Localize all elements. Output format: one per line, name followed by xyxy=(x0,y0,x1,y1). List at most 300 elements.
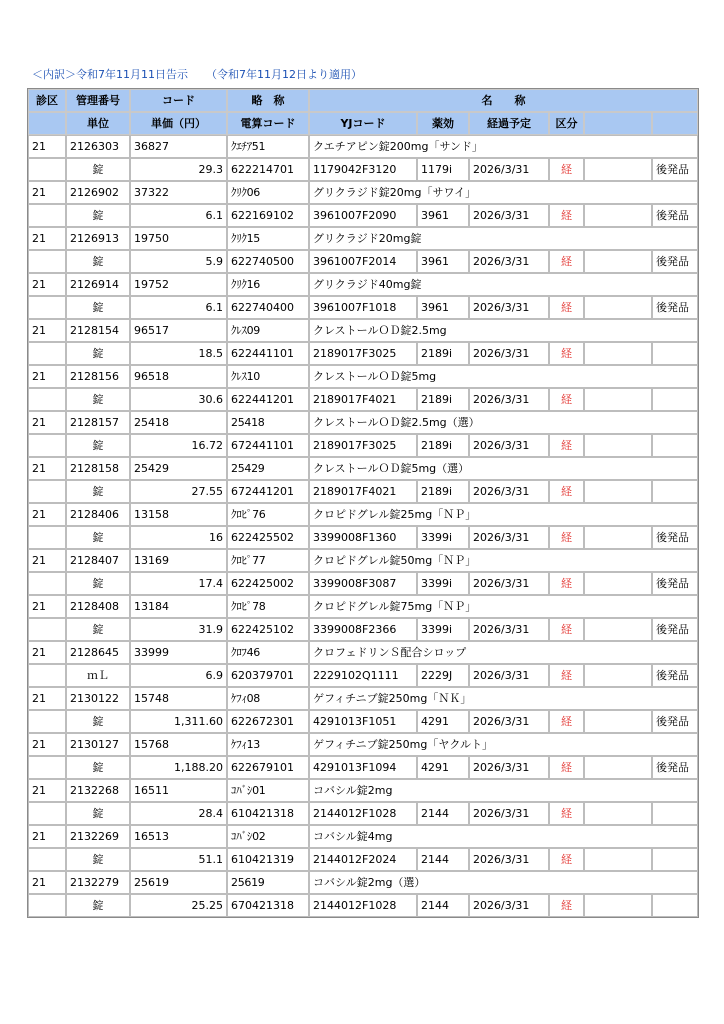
table-row xyxy=(28,457,698,480)
yj-code-cell: 3961007F2014 xyxy=(309,250,417,273)
drug-name-cell: ゲフィチニブ錠250mg「ヤクルト」 xyxy=(309,733,698,756)
header-keika: 経過予定 xyxy=(469,112,549,135)
unit-cell: 錠 xyxy=(66,480,130,503)
kubun-cell: 経 xyxy=(549,388,584,411)
price-cell: 29.3 xyxy=(130,158,227,181)
shinku-cell: 21 xyxy=(28,549,66,572)
yakko-cell: 2144 xyxy=(417,802,469,825)
drug-name-cell: コバシル錠2mg（選） xyxy=(309,871,698,894)
yj-code-cell: 2189017F4021 xyxy=(309,480,417,503)
yj-code-cell: 2229102Q1111 xyxy=(309,664,417,687)
yakko-cell: 3399i xyxy=(417,526,469,549)
kubun-cell: 経 xyxy=(549,894,584,917)
blank-cell xyxy=(584,434,652,457)
header-kanri: 管理番号 xyxy=(66,89,130,112)
code-cell: 96517 xyxy=(130,319,227,342)
generic-flag-cell xyxy=(652,894,698,917)
drug-name-cell: クロピドグレル錠75mg「ＮＰ」 xyxy=(309,595,698,618)
yj-code-cell: 2144012F1028 xyxy=(309,802,417,825)
keika-date-cell: 2026/3/31 xyxy=(469,480,549,503)
short-name-cell: ｸﾛﾋﾟ78 xyxy=(227,595,309,618)
keika-date-cell: 2026/3/31 xyxy=(469,204,549,227)
keika-date-cell: 2026/3/31 xyxy=(469,756,549,779)
yakko-cell: 3399i xyxy=(417,618,469,641)
shinku-cell: 21 xyxy=(28,871,66,894)
unit-cell: 錠 xyxy=(66,434,130,457)
kanri-number-cell: 2132279 xyxy=(66,871,130,894)
code-cell: 16513 xyxy=(130,825,227,848)
code-cell: 25619 xyxy=(130,871,227,894)
drug-name-cell: グリクラジド40mg錠 xyxy=(309,273,698,296)
yj-code-cell: 4291013F1094 xyxy=(309,756,417,779)
table-row xyxy=(28,434,698,457)
blank-cell xyxy=(28,388,66,411)
generic-flag-cell: 後発品 xyxy=(652,664,698,687)
header-yj: YJコード xyxy=(309,112,417,135)
blank-cell xyxy=(584,526,652,549)
blank-cell xyxy=(28,802,66,825)
table-row xyxy=(28,595,698,618)
keika-date-cell: 2026/3/31 xyxy=(469,342,549,365)
blank-cell xyxy=(584,802,652,825)
yakko-cell: 2189i xyxy=(417,434,469,457)
unit-cell: 錠 xyxy=(66,802,130,825)
yakko-cell: 4291 xyxy=(417,756,469,779)
kanri-number-cell: 2126913 xyxy=(66,227,130,250)
header-row-1 xyxy=(28,89,698,112)
keika-date-cell: 2026/3/31 xyxy=(469,802,549,825)
yakko-cell: 2189i xyxy=(417,342,469,365)
kubun-cell: 経 xyxy=(549,756,584,779)
kanri-number-cell: 2128408 xyxy=(66,595,130,618)
yakko-cell: 3961 xyxy=(417,250,469,273)
generic-flag-cell: 後発品 xyxy=(652,296,698,319)
short-name-cell: 25619 xyxy=(227,871,309,894)
kubun-cell: 経 xyxy=(549,434,584,457)
document-title xyxy=(32,66,362,82)
table-row xyxy=(28,480,698,503)
shinku-cell: 21 xyxy=(28,825,66,848)
generic-flag-cell xyxy=(652,342,698,365)
short-name-cell: ｸﾛﾋﾟ76 xyxy=(227,503,309,526)
code-cell: 25429 xyxy=(130,457,227,480)
unit-cell: 錠 xyxy=(66,388,130,411)
price-cell: 27.55 xyxy=(130,480,227,503)
code-cell: 33999 xyxy=(130,641,227,664)
table-row xyxy=(28,802,698,825)
table-row xyxy=(28,894,698,917)
blank-cell xyxy=(584,894,652,917)
short-name-cell: ｸﾚｽ09 xyxy=(227,319,309,342)
keika-date-cell: 2026/3/31 xyxy=(469,526,549,549)
blank-cell xyxy=(28,618,66,641)
yj-code-cell: 3961007F2090 xyxy=(309,204,417,227)
short-name-cell: ｸｴﾁｱ51 xyxy=(227,135,309,158)
keika-date-cell: 2026/3/31 xyxy=(469,296,549,319)
drug-name-cell: クレストールＯＤ錠2.5mg（選） xyxy=(309,411,698,434)
generic-flag-cell xyxy=(652,480,698,503)
yj-code-cell: 2189017F4021 xyxy=(309,388,417,411)
header-price: 単価（円） xyxy=(130,112,227,135)
densan-code-cell: 670421318 xyxy=(227,894,309,917)
price-cell: 16 xyxy=(130,526,227,549)
shinku-cell: 21 xyxy=(28,227,66,250)
kubun-cell: 経 xyxy=(549,204,584,227)
densan-code-cell: 622214701 xyxy=(227,158,309,181)
keika-date-cell: 2026/3/31 xyxy=(469,664,549,687)
keika-date-cell: 2026/3/31 xyxy=(469,894,549,917)
notice-title: ＜内訳＞令和7年11月11日告示 xyxy=(32,68,188,81)
unit-cell: 錠 xyxy=(66,572,130,595)
price-cell: 16.72 xyxy=(130,434,227,457)
drug-name-cell: コバシル錠2mg xyxy=(309,779,698,802)
short-name-cell: ｸﾘｸ15 xyxy=(227,227,309,250)
blank-cell xyxy=(584,388,652,411)
table-row xyxy=(28,296,698,319)
densan-code-cell: 672441201 xyxy=(227,480,309,503)
table-row xyxy=(28,503,698,526)
yakko-cell: 3961 xyxy=(417,204,469,227)
unit-cell: 錠 xyxy=(66,526,130,549)
header-ryaku: 略 称 xyxy=(227,89,309,112)
shinku-cell: 21 xyxy=(28,595,66,618)
densan-code-cell: 622740400 xyxy=(227,296,309,319)
price-cell: 6.1 xyxy=(130,204,227,227)
shinku-cell: 21 xyxy=(28,457,66,480)
keika-date-cell: 2026/3/31 xyxy=(469,388,549,411)
blank-cell xyxy=(584,756,652,779)
densan-code-cell: 620379701 xyxy=(227,664,309,687)
short-name-cell: ｸﾘｸ16 xyxy=(227,273,309,296)
header-yakko: 薬効 xyxy=(417,112,469,135)
price-cell: 5.9 xyxy=(130,250,227,273)
header-code: コード xyxy=(130,89,227,112)
header-blank xyxy=(584,112,652,135)
table-row xyxy=(28,710,698,733)
blank-cell xyxy=(28,434,66,457)
code-cell: 15748 xyxy=(130,687,227,710)
drug-name-cell: コバシル錠4mg xyxy=(309,825,698,848)
header-kubun: 区分 xyxy=(549,112,584,135)
table-row xyxy=(28,526,698,549)
blank-cell xyxy=(28,158,66,181)
keika-date-cell: 2026/3/31 xyxy=(469,250,549,273)
table-row xyxy=(28,572,698,595)
yj-code-cell: 2144012F1028 xyxy=(309,894,417,917)
drug-name-cell: クロピドグレル錠50mg「ＮＰ」 xyxy=(309,549,698,572)
kubun-cell: 経 xyxy=(549,664,584,687)
kanri-number-cell: 2130127 xyxy=(66,733,130,756)
shinku-cell: 21 xyxy=(28,641,66,664)
generic-flag-cell: 後発品 xyxy=(652,526,698,549)
code-cell: 36827 xyxy=(130,135,227,158)
kubun-cell: 経 xyxy=(549,572,584,595)
shinku-cell: 21 xyxy=(28,779,66,802)
shinku-cell: 21 xyxy=(28,135,66,158)
blank-cell xyxy=(584,204,652,227)
header-unit: 単位 xyxy=(66,112,130,135)
short-name-cell: ｸﾚｽ10 xyxy=(227,365,309,388)
blank-cell xyxy=(28,664,66,687)
kubun-cell: 経 xyxy=(549,250,584,273)
yj-code-cell: 3961007F1018 xyxy=(309,296,417,319)
blank-cell xyxy=(28,848,66,871)
blank-cell xyxy=(584,342,652,365)
price-cell: 6.9 xyxy=(130,664,227,687)
unit-cell: 錠 xyxy=(66,204,130,227)
blank-cell xyxy=(28,480,66,503)
shinku-cell: 21 xyxy=(28,273,66,296)
keika-date-cell: 2026/3/31 xyxy=(469,618,549,641)
short-name-cell: ｸﾛﾌ46 xyxy=(227,641,309,664)
densan-code-cell: 622441101 xyxy=(227,342,309,365)
kubun-cell: 経 xyxy=(549,480,584,503)
header-row-2 xyxy=(28,112,698,135)
kubun-cell: 経 xyxy=(549,158,584,181)
table-row xyxy=(28,848,698,871)
code-cell: 16511 xyxy=(130,779,227,802)
table-row xyxy=(28,756,698,779)
yj-code-cell: 1179042F3120 xyxy=(309,158,417,181)
yakko-cell: 2189i xyxy=(417,480,469,503)
table-row xyxy=(28,227,698,250)
keika-date-cell: 2026/3/31 xyxy=(469,710,549,733)
drug-price-table xyxy=(27,88,699,918)
shinku-cell: 21 xyxy=(28,181,66,204)
densan-code-cell: 622169102 xyxy=(227,204,309,227)
drug-name-cell: クレストールＯＤ錠2.5mg xyxy=(309,319,698,342)
unit-cell: 錠 xyxy=(66,342,130,365)
code-cell: 13184 xyxy=(130,595,227,618)
table-row xyxy=(28,273,698,296)
short-name-cell: 25429 xyxy=(227,457,309,480)
kanri-number-cell: 2128645 xyxy=(66,641,130,664)
kanri-number-cell: 2128158 xyxy=(66,457,130,480)
price-cell: 1,188.20 xyxy=(130,756,227,779)
blank-cell xyxy=(584,710,652,733)
generic-flag-cell: 後発品 xyxy=(652,618,698,641)
blank-cell xyxy=(28,572,66,595)
densan-code-cell: 622425002 xyxy=(227,572,309,595)
table-row xyxy=(28,181,698,204)
generic-flag-cell xyxy=(652,848,698,871)
densan-code-cell: 622425502 xyxy=(227,526,309,549)
kubun-cell: 経 xyxy=(549,802,584,825)
code-cell: 13158 xyxy=(130,503,227,526)
table-row xyxy=(28,411,698,434)
blank-cell xyxy=(584,618,652,641)
short-name-cell: ｺﾊﾞｼ01 xyxy=(227,779,309,802)
price-cell: 6.1 xyxy=(130,296,227,319)
blank-cell xyxy=(584,664,652,687)
yj-code-cell: 4291013F1051 xyxy=(309,710,417,733)
table-row xyxy=(28,319,698,342)
yj-code-cell: 2189017F3025 xyxy=(309,434,417,457)
blank-cell xyxy=(584,250,652,273)
kanri-number-cell: 2128407 xyxy=(66,549,130,572)
densan-code-cell: 622679101 xyxy=(227,756,309,779)
shinku-cell: 21 xyxy=(28,365,66,388)
table-row xyxy=(28,158,698,181)
table-row xyxy=(28,204,698,227)
blank-cell xyxy=(28,526,66,549)
unit-cell: 錠 xyxy=(66,894,130,917)
code-cell: 15768 xyxy=(130,733,227,756)
drug-name-cell: クロピドグレル錠25mg「ＮＰ」 xyxy=(309,503,698,526)
keika-date-cell: 2026/3/31 xyxy=(469,848,549,871)
keika-date-cell: 2026/3/31 xyxy=(469,434,549,457)
short-name-cell: ｹﾌｨ13 xyxy=(227,733,309,756)
yj-code-cell: 3399008F1360 xyxy=(309,526,417,549)
unit-cell: ｍＬ xyxy=(66,664,130,687)
price-cell: 1,311.60 xyxy=(130,710,227,733)
shinku-cell: 21 xyxy=(28,319,66,342)
blank-cell xyxy=(28,204,66,227)
generic-flag-cell xyxy=(652,802,698,825)
unit-cell: 錠 xyxy=(66,756,130,779)
shinku-cell: 21 xyxy=(28,411,66,434)
kanri-number-cell: 2128156 xyxy=(66,365,130,388)
kanri-number-cell: 2132268 xyxy=(66,779,130,802)
code-cell: 25418 xyxy=(130,411,227,434)
kanri-number-cell: 2132269 xyxy=(66,825,130,848)
table-row xyxy=(28,733,698,756)
price-cell: 28.4 xyxy=(130,802,227,825)
blank-cell xyxy=(28,756,66,779)
header-name: 名 称 xyxy=(309,89,698,112)
kanri-number-cell: 2126914 xyxy=(66,273,130,296)
kubun-cell: 経 xyxy=(549,710,584,733)
yakko-cell: 3399i xyxy=(417,572,469,595)
keika-date-cell: 2026/3/31 xyxy=(469,158,549,181)
table-row xyxy=(28,388,698,411)
densan-code-cell: 622441201 xyxy=(227,388,309,411)
blank-cell xyxy=(584,296,652,319)
densan-code-cell: 610421319 xyxy=(227,848,309,871)
densan-code-cell: 622425102 xyxy=(227,618,309,641)
blank-cell xyxy=(28,296,66,319)
code-cell: 96518 xyxy=(130,365,227,388)
yakko-cell: 2144 xyxy=(417,894,469,917)
header-blank xyxy=(28,112,66,135)
short-name-cell: ｸﾛﾋﾟ77 xyxy=(227,549,309,572)
yakko-cell: 2229J xyxy=(417,664,469,687)
header-densan: 電算コード xyxy=(227,112,309,135)
short-name-cell: ｺﾊﾞｼ02 xyxy=(227,825,309,848)
price-cell: 51.1 xyxy=(130,848,227,871)
blank-cell xyxy=(28,250,66,273)
yj-code-cell: 2189017F3025 xyxy=(309,342,417,365)
unit-cell: 錠 xyxy=(66,848,130,871)
drug-name-cell: クレストールＯＤ錠5mg（選） xyxy=(309,457,698,480)
unit-cell: 錠 xyxy=(66,296,130,319)
densan-code-cell: 610421318 xyxy=(227,802,309,825)
shinku-cell: 21 xyxy=(28,687,66,710)
short-name-cell: ｹﾌｨ08 xyxy=(227,687,309,710)
header-shinku: 診区 xyxy=(28,89,66,112)
kanri-number-cell: 2128154 xyxy=(66,319,130,342)
drug-name-cell: クエチアピン錠200mg「サンド」 xyxy=(309,135,698,158)
code-cell: 19752 xyxy=(130,273,227,296)
blank-cell xyxy=(584,848,652,871)
table-row xyxy=(28,365,698,388)
drug-name-cell: グリクラジド錠20mg「サワイ」 xyxy=(309,181,698,204)
generic-flag-cell xyxy=(652,434,698,457)
table-row xyxy=(28,250,698,273)
kubun-cell: 経 xyxy=(549,342,584,365)
effective-date-note: （令和7年11月12日より適用） xyxy=(206,68,362,81)
generic-flag-cell: 後発品 xyxy=(652,204,698,227)
generic-flag-cell: 後発品 xyxy=(652,572,698,595)
shinku-cell: 21 xyxy=(28,733,66,756)
yakko-cell: 2144 xyxy=(417,848,469,871)
code-cell: 13169 xyxy=(130,549,227,572)
kanri-number-cell: 2126303 xyxy=(66,135,130,158)
yakko-cell: 2189i xyxy=(417,388,469,411)
drug-name-cell: ゲフィチニブ錠250mg「ＮＫ」 xyxy=(309,687,698,710)
table-row xyxy=(28,342,698,365)
kubun-cell: 経 xyxy=(549,296,584,319)
kubun-cell: 経 xyxy=(549,848,584,871)
generic-flag-cell: 後発品 xyxy=(652,756,698,779)
table-row xyxy=(28,135,698,158)
generic-flag-cell: 後発品 xyxy=(652,158,698,181)
table-row xyxy=(28,549,698,572)
drug-name-cell: クロフェドリンＳ配合シロップ xyxy=(309,641,698,664)
table-row xyxy=(28,871,698,894)
generic-flag-cell xyxy=(652,388,698,411)
kubun-cell: 経 xyxy=(549,618,584,641)
kanri-number-cell: 2128406 xyxy=(66,503,130,526)
price-cell: 17.4 xyxy=(130,572,227,595)
short-name-cell: 25418 xyxy=(227,411,309,434)
keika-date-cell: 2026/3/31 xyxy=(469,572,549,595)
blank-cell xyxy=(584,158,652,181)
unit-cell: 錠 xyxy=(66,250,130,273)
yj-code-cell: 2144012F2024 xyxy=(309,848,417,871)
densan-code-cell: 672441101 xyxy=(227,434,309,457)
table-row xyxy=(28,641,698,664)
table-row xyxy=(28,618,698,641)
yakko-cell: 3961 xyxy=(417,296,469,319)
short-name-cell: ｸﾘｸ06 xyxy=(227,181,309,204)
kanri-number-cell: 2126902 xyxy=(66,181,130,204)
blank-cell xyxy=(28,894,66,917)
kanri-number-cell: 2128157 xyxy=(66,411,130,434)
code-cell: 37322 xyxy=(130,181,227,204)
unit-cell: 錠 xyxy=(66,618,130,641)
blank-cell xyxy=(28,710,66,733)
drug-name-cell: クレストールＯＤ錠5mg xyxy=(309,365,698,388)
table-row xyxy=(28,687,698,710)
yj-code-cell: 3399008F3087 xyxy=(309,572,417,595)
table-row xyxy=(28,779,698,802)
blank-cell xyxy=(584,480,652,503)
price-cell: 30.6 xyxy=(130,388,227,411)
blank-cell xyxy=(584,572,652,595)
table-row xyxy=(28,664,698,687)
price-cell: 18.5 xyxy=(130,342,227,365)
code-cell: 19750 xyxy=(130,227,227,250)
densan-code-cell: 622740500 xyxy=(227,250,309,273)
unit-cell: 錠 xyxy=(66,710,130,733)
kanri-number-cell: 2130122 xyxy=(66,687,130,710)
price-cell: 31.9 xyxy=(130,618,227,641)
yakko-cell: 4291 xyxy=(417,710,469,733)
table-row xyxy=(28,825,698,848)
densan-code-cell: 622672301 xyxy=(227,710,309,733)
kubun-cell: 経 xyxy=(549,526,584,549)
